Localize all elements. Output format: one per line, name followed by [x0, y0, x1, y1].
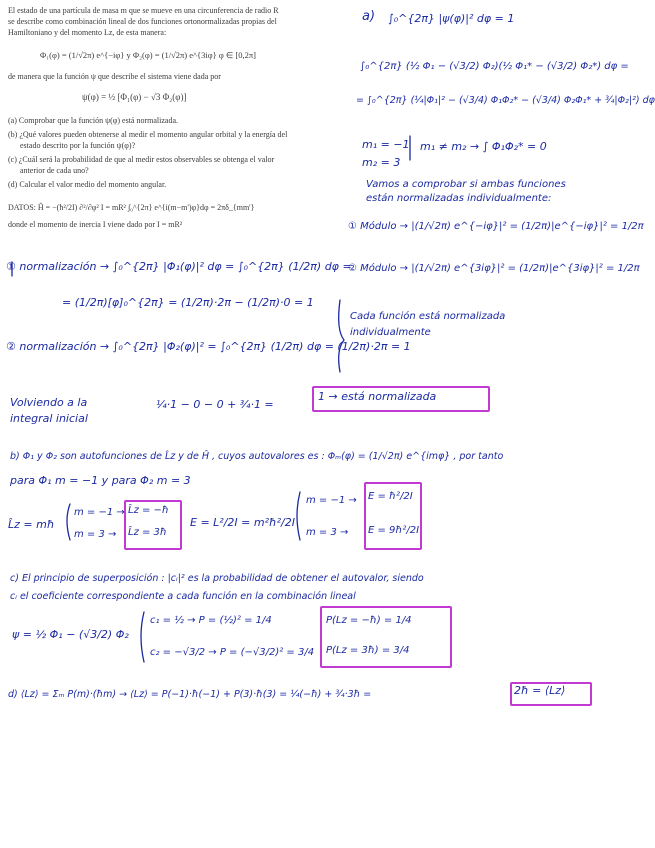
energy-case-2: m = 3 →	[306, 527, 349, 538]
coefficient-2: c₂ = −√3/2 → P = (−√3/2)² = 3/4	[150, 647, 315, 658]
normalization-1-result: = (1/2π)[φ]₀^{2π} = (1/2π)·2π − (1/2π)·0 = 1	[62, 296, 314, 309]
m1-value: m₁ = −1	[362, 138, 410, 151]
part-b-line-1: b) Φ₁ y Φ₂ son autofunciones de L̂z y de Ĥ , cuyos autovalores es : Φₘ(φ) = (1/√2π) e^{imφ} , por tanto	[10, 451, 504, 462]
coefficient-1: c₁ = ½ → P = (½)² = 1/4	[150, 615, 272, 626]
statement-line-3: Hamiltoniano y del momento Lz, de esta manera:	[8, 28, 167, 37]
inertia-line: donde el momento de inercia I viene dado por I = mR²	[8, 220, 183, 229]
energy-case-1: m = −1 →	[306, 495, 357, 506]
lz-case-1: m = −1 →	[74, 507, 125, 518]
m2-value: m₂ = 3	[362, 156, 401, 169]
statement-line-2: se describe como combinación lineal de dos funciones ortonormalizadas propias del	[8, 17, 277, 26]
probability-2: P(Lz = 3ħ) = 3/4	[326, 645, 410, 656]
normalized-result: 1 → está normalizada	[318, 390, 437, 403]
returning-equation: ¼·1 − 0 − 0 + ¾·1 =	[156, 398, 274, 411]
eigenfunctions-equation: Φ₁(φ) = (1/√2π) e^{−iφ} y Φ₂(φ) = (1/√2π) e^{3iφ} φ ∈ [0,2π]	[40, 50, 256, 60]
energy-result-2: E = 9ħ²/2I	[368, 525, 420, 536]
part-a-integral: ∫₀^{2π} |ψ(φ)|² dφ = 1	[388, 12, 515, 25]
part-a-label: a)	[362, 9, 376, 24]
psi-combination: ψ = ½ Φ₁ − (√3/2) Φ₂	[12, 628, 129, 641]
data-line: DATOS: Ĥ = −(ħ²/2I) ∂²/∂φ² I = mR² ∫₀^{2π} e^{i(m−m')φ}dφ = 2πδ_{mm'}	[8, 203, 255, 212]
part-a-expansion-2: = ∫₀^{2π} (¼|Φ₁|² − (√3/4) Φ₁Φ₂* − (√3/4) Φ₂Φ₁* + ¾|Φ₂|²) dφ	[356, 95, 655, 106]
part-c-line-2: cᵢ el coeficiente correspondiente a cada función en la combinación lineal	[10, 591, 356, 602]
statement-line-4: de manera que la función ψ que describe el sistema viene dada por	[8, 72, 221, 81]
returning-note-2: integral inicial	[10, 412, 88, 425]
question-b-line-1: (b) ¿Qué valores pueden obtenerse al medir el momento angular orbital y la energía del	[8, 130, 288, 139]
question-d: (d) Calcular el valor medio del momento angular.	[8, 180, 167, 189]
orthogonality-note: m₁ ≠ m₂ → ∫ Φ₁Φ₂* = 0	[420, 140, 547, 153]
lz-formula: L̂z = mħ	[8, 518, 55, 531]
question-c-line-2: anterior de cada uno?	[20, 166, 89, 175]
individual-brace	[339, 300, 344, 372]
lz-case-2: m = 3 →	[74, 529, 117, 540]
energy-brace	[297, 492, 300, 540]
probability-1: P(Lz = −ħ) = 1/4	[326, 615, 412, 626]
question-b-line-2: estado descrito por la función ψ(φ)?	[20, 141, 136, 150]
part-d-equation: d) ⟨Lz⟩ = Σₘ P(m)·(ħm) → ⟨Lz⟩ = P(−1)·ħ(−1) + P(3)·ħ(3) = ¼(−ħ) + ¾·3ħ =	[8, 689, 372, 700]
check-note-1: Vamos a comprobar si ambas funciones	[366, 179, 566, 190]
statement-line-1: El estado de una partícula de masa m que se mueve en una circunferencia de radio R	[8, 6, 279, 15]
returning-note-1: Volviendo a la	[10, 396, 88, 409]
individual-note-1: Cada función está normalizada	[350, 311, 506, 322]
individual-note-2: individualmente	[350, 327, 431, 338]
energy-formula: E = L²/2I = m²ħ²/2I	[190, 516, 295, 529]
modulus-1: ① Módulo → |(1/√2π) e^{−iφ}|² = (1/2π)|e^{−iφ}|² = 1/2π	[348, 221, 644, 232]
part-c-line-1: c) El principio de superposición : |cᵢ|² es la probabilidad de obtener el autovalor, siendo	[10, 573, 424, 584]
lz-brace	[67, 504, 70, 540]
energy-result-1: E = ħ²/2I	[368, 491, 413, 502]
psi-equation: ψ(φ) = ½ [Φ₁(φ) − √3 Φ₂(φ)]	[82, 92, 187, 102]
normalization-2: ② normalización → ∫₀^{2π} |Φ₂(φ)|² = ∫₀^{2π} (1/2π) dφ = (1/2π)·2π = 1	[6, 340, 411, 353]
question-a: (a) Comprobar que la función ψ(φ) está normalizada.	[8, 116, 179, 125]
lz-result-1: L̂z = −ħ	[128, 505, 169, 516]
lz-result-2: L̂z = 3ħ	[128, 527, 167, 538]
coefficient-brace	[141, 612, 144, 662]
modulus-2: ② Módulo → |(1/√2π) e^{3iφ}|² = (1/2π)|e^{3iφ}|² = 1/2π	[348, 263, 640, 274]
part-a-expansion: ∫₀^{2π} (½ Φ₁ − (√3/2) Φ₂)(½ Φ₁* − (√3/2) Φ₂*) dφ =	[360, 61, 629, 72]
question-c-line-1: (c) ¿Cuál será la probabilidad de que al medir estos observables se obtenga el valor	[8, 155, 275, 164]
normalization-1: ① normalización → ∫₀^{2π} |Φ₁(φ)|² dφ = ∫₀^{2π} (1/2π) dφ =	[6, 260, 352, 273]
check-note-2: están normalizadas individualmente:	[366, 193, 552, 204]
part-b-line-2: para Φ₁ m = −1 y para Φ₂ m = 3	[10, 474, 191, 487]
mean-result: 2ħ = ⟨Lz⟩	[514, 684, 566, 697]
